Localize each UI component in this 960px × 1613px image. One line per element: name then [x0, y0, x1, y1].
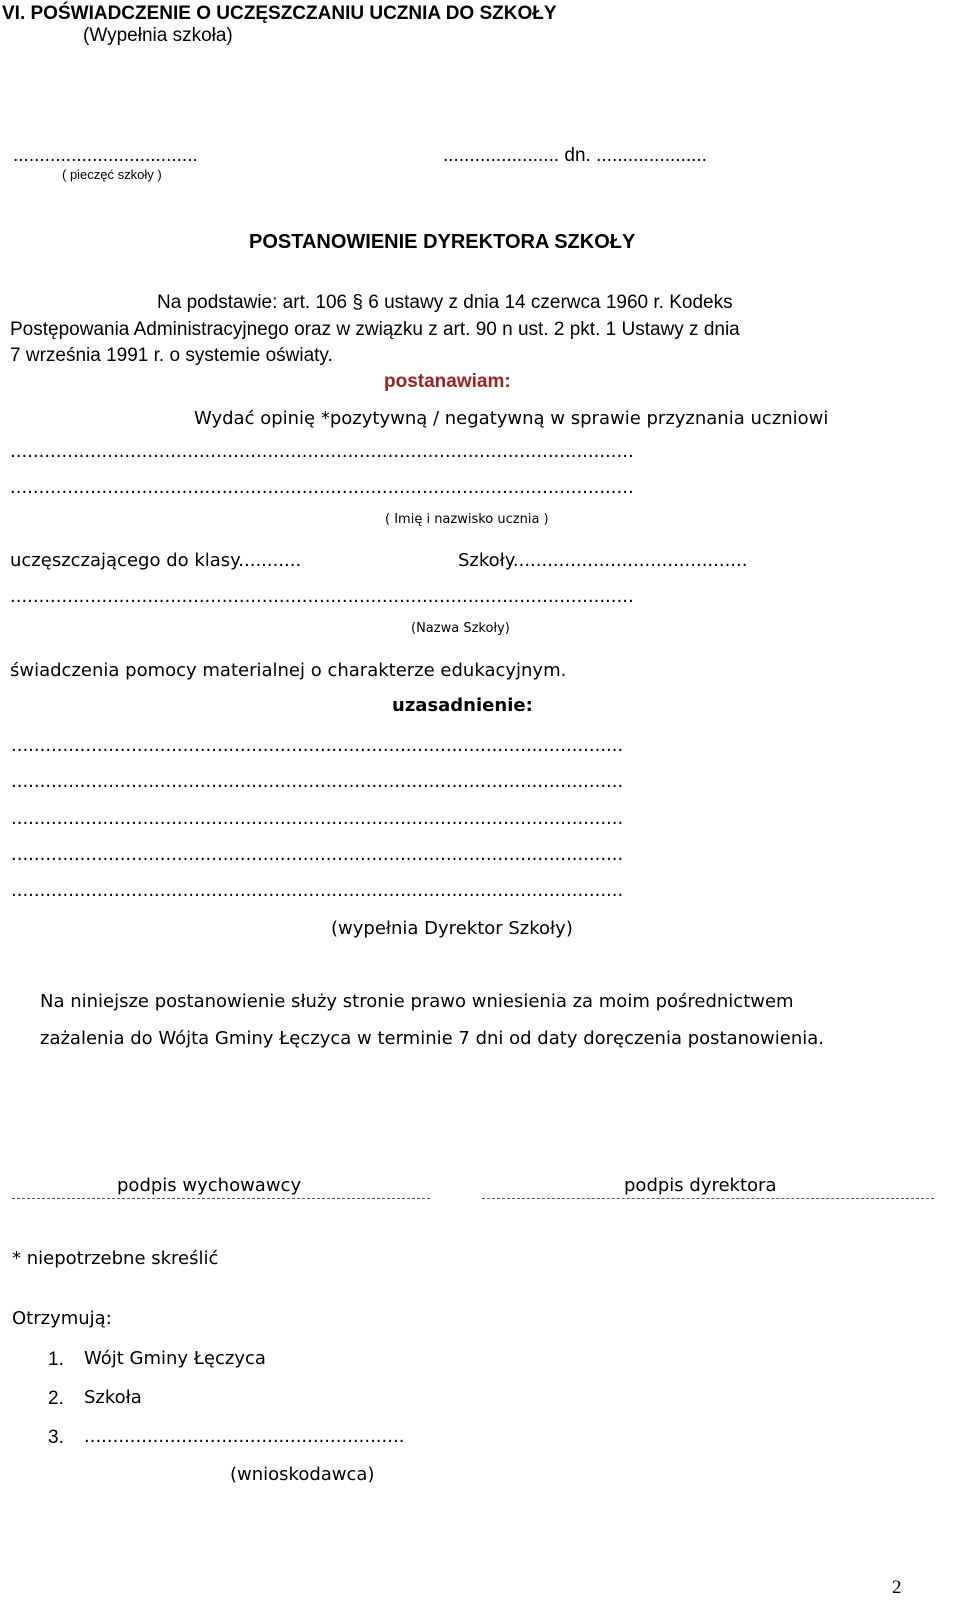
footnote: * niepotrzebne skreślić — [12, 1248, 219, 1269]
justification-label: uzasadnienie: — [392, 695, 533, 716]
aid-text: świadczenia pomocy materialnej o charakterze edukacyjnym. — [10, 660, 567, 681]
justification-line: ........................................................................................................... — [11, 771, 624, 792]
recipient-number: 1. — [48, 1349, 64, 1370]
section-title: VI. POŚWIADCZENIE O UCZĘSZCZANIU UCZNIA DO SZKOŁY — [2, 3, 557, 24]
student-name-caption: ( Imię i nazwisko ucznia ) — [385, 512, 549, 527]
recipients-label: Otrzymują: — [12, 1308, 112, 1329]
justification-line: ........................................................................................................... — [11, 735, 624, 756]
school-field — [458, 552, 747, 570]
teacher-signature-label: podpis wychowawcy — [117, 1175, 302, 1196]
decision-title: POSTANOWIENIE DYREKTORA SZKOŁY — [249, 231, 636, 253]
section-subtitle: (Wypełnia szkoła) — [83, 25, 233, 46]
recipient-number: 2. — [48, 1388, 64, 1409]
class-dots: ........... — [238, 550, 302, 571]
filled-by-caption: (wypełnia Dyrektor Szkoły) — [331, 918, 573, 939]
stamp-dots: ................................... — [13, 145, 198, 166]
justification-line: ........................................................................................................... — [11, 880, 624, 901]
stamp-caption: ( pieczęć szkoły ) — [62, 167, 162, 182]
school-dots: ......................................... — [512, 550, 748, 571]
student-name-dots-2: ............................................................................................................. — [10, 477, 634, 498]
appeal-text-line-2: zażalenia do Wójta Gminy Łęczyca w terminie 7 dni od daty doręczenia postanowienia. — [40, 1028, 824, 1049]
justification-line: ........................................................................................................... — [11, 808, 624, 829]
opinion-text: Wydać opinię *pozytywną / negatywną w sprawie przyznania uczniowi — [194, 408, 829, 429]
recipient-item: ........................................................ — [84, 1426, 405, 1447]
student-name-dots-1: ............................................................................................................. — [10, 441, 634, 462]
school-label: Szkoły — [458, 550, 513, 571]
date-line: ...................... dn. ..................... — [443, 145, 707, 166]
school-name-dots: ............................................................................................................. — [10, 586, 634, 607]
justification-line: ........................................................................................................... — [11, 844, 624, 865]
recipient-item: Szkoła — [84, 1387, 142, 1408]
director-signature-label: podpis dyrektora — [624, 1175, 777, 1196]
decide-label: postanawiam: — [384, 371, 511, 392]
page-number: 2 — [892, 1577, 902, 1598]
applicant-caption: (wnioskodawca) — [230, 1464, 375, 1485]
legal-basis-line-1: Na podstawie: art. 106 § 6 ustawy z dnia 14 czerwca 1960 r. Kodeks — [157, 292, 733, 313]
teacher-signature-line — [12, 1198, 430, 1199]
class-label: uczęszczającego do klasy — [10, 550, 239, 571]
legal-basis-line-3: 7 września 1991 r. o systemie oświaty. — [10, 345, 333, 366]
director-signature-line — [482, 1198, 934, 1199]
legal-basis-line-2: Postępowania Administracyjnego oraz w związku z art. 90 n ust. 2 pkt. 1 Ustawy z dnia — [10, 319, 740, 340]
recipient-number: 3. — [48, 1427, 64, 1448]
recipient-item: Wójt Gminy Łęczyca — [84, 1348, 266, 1369]
class-field — [10, 552, 301, 570]
appeal-text-line-1: Na niniejsze postanowienie służy stronie prawo wniesienia za moim pośrednictwem — [40, 991, 794, 1012]
school-name-caption: (Nazwa Szkoły) — [411, 621, 510, 636]
